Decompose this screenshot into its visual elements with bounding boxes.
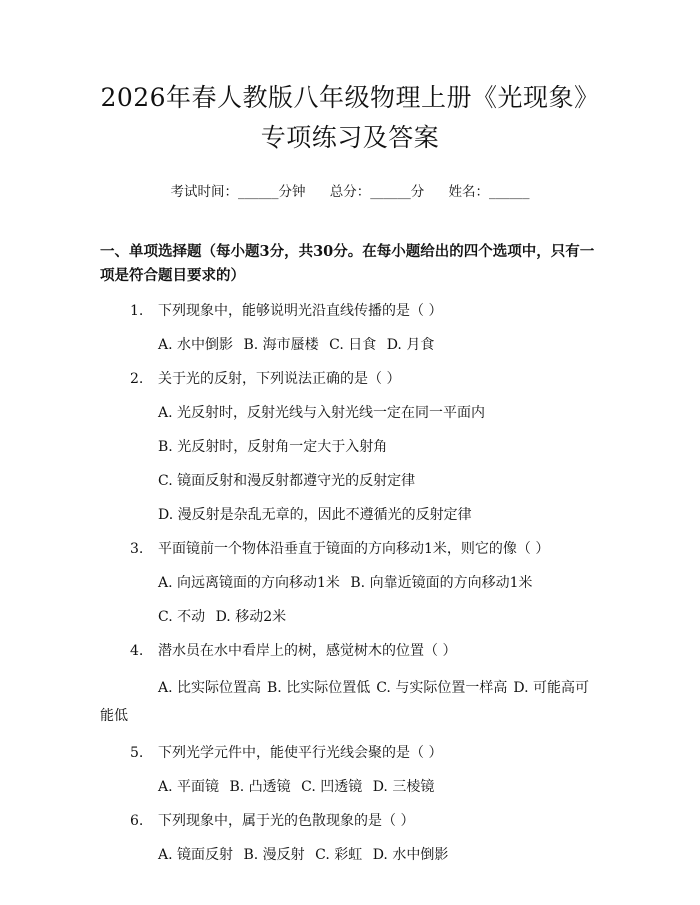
option-d: D. 移动2米 bbox=[215, 609, 287, 625]
option-b: B. 凸透镜 bbox=[229, 779, 291, 795]
question-3 bbox=[100, 538, 600, 560]
option-a: A. 光反射时，反射光线与入射光线一定在同一平面内 bbox=[158, 405, 486, 421]
question-stem bbox=[100, 300, 600, 322]
options-row bbox=[100, 606, 600, 628]
question-text: 下列现象中，属于光的色散现象的是（ ） bbox=[158, 813, 415, 829]
question-stem bbox=[100, 742, 600, 764]
exam-time-field: 考试时间：______分钟 bbox=[170, 184, 306, 200]
option-d: D. 可能高可能低 bbox=[100, 680, 589, 724]
question-stem bbox=[100, 538, 600, 560]
option-b: B. 海市蜃楼 bbox=[243, 337, 319, 353]
question-number: 1. bbox=[130, 303, 144, 319]
question-4 bbox=[100, 640, 600, 662]
question-stem bbox=[100, 640, 600, 662]
question-6 bbox=[100, 810, 600, 832]
options-row bbox=[100, 674, 600, 730]
options-row bbox=[100, 844, 600, 866]
options-row bbox=[100, 334, 600, 356]
option-a: A. 镜面反射 bbox=[158, 847, 234, 863]
option-b: B. 比实际位置低 bbox=[267, 680, 371, 696]
option-b: B. 向靠近镜面的方向移动1米 bbox=[350, 575, 533, 591]
question-1 bbox=[100, 300, 600, 322]
option-c: C. 不动 bbox=[158, 609, 206, 625]
question-stem bbox=[100, 368, 600, 390]
question-number: 5. bbox=[130, 745, 144, 761]
question-number: 3. bbox=[130, 541, 144, 557]
option-c: C. 与实际位置一样高 bbox=[376, 680, 508, 696]
option-d: D. 三棱镜 bbox=[372, 779, 435, 795]
name-field: 姓名：______ bbox=[448, 184, 530, 200]
option-a: A. 向远离镜面的方向移动1米 bbox=[158, 575, 340, 591]
question-text: 下列现象中，能够说明光沿直线传播的是（ ） bbox=[158, 303, 443, 319]
question-2 bbox=[100, 368, 600, 390]
option-c: C. 凹透镜 bbox=[301, 779, 363, 795]
question-text: 下列光学元件中，能使平行光线会聚的是（ ） bbox=[158, 745, 443, 761]
title-line-2: 专项练习及答案 bbox=[260, 123, 440, 152]
option-c: C. 彩虹 bbox=[315, 847, 363, 863]
option-c: C. 日食 bbox=[329, 337, 377, 353]
option-d: D. 月食 bbox=[386, 337, 435, 353]
document-title bbox=[100, 0, 600, 158]
question-number: 4. bbox=[130, 643, 144, 659]
options-row bbox=[100, 572, 600, 594]
option-a: A. 比实际位置高 bbox=[158, 680, 262, 696]
option-d: D. 水中倒影 bbox=[372, 847, 449, 863]
option-a: A. 水中倒影 bbox=[158, 337, 234, 353]
question-text: 关于光的反射，下列说法正确的是（ ） bbox=[158, 371, 401, 387]
question-number: 2. bbox=[130, 371, 144, 387]
exam-info bbox=[100, 182, 600, 202]
option-b: B. 漫反射 bbox=[243, 847, 305, 863]
section-heading: 一、单项选择题（每小题3分，共30分。在每小题给出的四个选项中，只有一项是符合题目要求的） bbox=[100, 243, 595, 284]
question-text: 潜水员在水中看岸上的树，感觉树木的位置（ ） bbox=[158, 643, 457, 659]
option-c: C. 镜面反射和漫反射都遵守光的反射定律 bbox=[158, 473, 416, 489]
question-5 bbox=[100, 742, 600, 764]
option-d: D. 漫反射是杂乱无章的，因此不遵循光的反射定律 bbox=[158, 507, 472, 523]
option-b: B. 光反射时，反射角一定大于入射角 bbox=[158, 439, 388, 455]
total-score-field: 总分：______分 bbox=[329, 184, 425, 200]
option-a: A. 平面镜 bbox=[158, 779, 220, 795]
options-row bbox=[100, 776, 600, 798]
question-number: 6. bbox=[130, 813, 144, 829]
title-line-1: 2026年春人教版八年级物理上册《光现象》 bbox=[100, 83, 600, 112]
question-text: 平面镜前一个物体沿垂直于镜面的方向移动1米，则它的像（ ） bbox=[158, 541, 550, 557]
question-stem bbox=[100, 810, 600, 832]
